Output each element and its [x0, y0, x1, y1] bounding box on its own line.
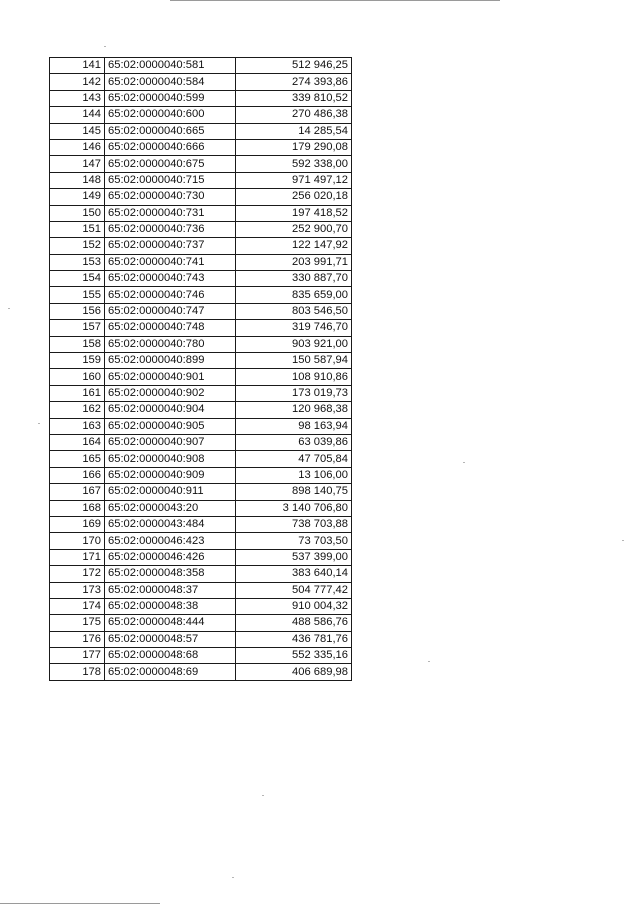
table-row — [50, 139, 352, 155]
table-row — [50, 533, 352, 549]
amount-cell: 108 910,86 — [236, 369, 352, 385]
row-number-cell: 159 — [50, 353, 105, 369]
table-row — [50, 303, 352, 319]
amount-cell: 203 991,71 — [236, 254, 352, 270]
row-number-cell: 149 — [50, 189, 105, 205]
scan-speck — [262, 795, 264, 796]
table-row — [50, 287, 352, 303]
row-number-cell: 160 — [50, 369, 105, 385]
amount-cell: 252 900,70 — [236, 221, 352, 237]
table-row — [50, 205, 352, 221]
cadastral-number-cell: 65:02:0000040:600 — [105, 107, 236, 123]
cadastral-number-cell: 65:02:0000048:358 — [105, 566, 236, 582]
scan-speck — [622, 540, 624, 541]
cadastral-number-cell: 65:02:0000040:741 — [105, 254, 236, 270]
table-row — [50, 254, 352, 270]
table-row — [50, 402, 352, 418]
row-number-cell: 172 — [50, 566, 105, 582]
amount-cell: 898 140,75 — [236, 484, 352, 500]
amount-cell: 179 290,08 — [236, 139, 352, 155]
amount-cell: 14 285,54 — [236, 123, 352, 139]
row-number-cell: 158 — [50, 336, 105, 352]
cadastral-number-cell: 65:02:0000040:715 — [105, 172, 236, 188]
row-number-cell: 167 — [50, 484, 105, 500]
scan-speck — [104, 46, 106, 47]
row-number-cell: 147 — [50, 156, 105, 172]
cadastral-number-cell: 65:02:0000040:581 — [105, 58, 236, 74]
amount-cell: 256 020,18 — [236, 189, 352, 205]
amount-cell: 63 039,86 — [236, 434, 352, 450]
row-number-cell: 144 — [50, 107, 105, 123]
cadastral-number-cell: 65:02:0000048:38 — [105, 598, 236, 614]
table-row — [50, 484, 352, 500]
row-number-cell: 166 — [50, 467, 105, 483]
amount-cell: 552 335,16 — [236, 648, 352, 664]
row-number-cell: 171 — [50, 549, 105, 565]
amount-cell: 47 705,84 — [236, 451, 352, 467]
amount-cell: 835 659,00 — [236, 287, 352, 303]
cadastral-number-cell: 65:02:0000040:730 — [105, 189, 236, 205]
amount-cell: 319 746,70 — [236, 320, 352, 336]
amount-cell: 13 106,00 — [236, 467, 352, 483]
amount-cell: 120 968,38 — [236, 402, 352, 418]
cadastral-number-cell: 65:02:0000040:746 — [105, 287, 236, 303]
amount-cell: 592 338,00 — [236, 156, 352, 172]
cadastral-number-cell: 65:02:0000040:904 — [105, 402, 236, 418]
amount-cell: 971 497,12 — [236, 172, 352, 188]
table-row — [50, 467, 352, 483]
row-number-cell: 150 — [50, 205, 105, 221]
row-number-cell: 174 — [50, 598, 105, 614]
table-body — [50, 58, 352, 681]
cadastral-number-cell: 65:02:0000040:905 — [105, 418, 236, 434]
table-row — [50, 156, 352, 172]
table-row — [50, 582, 352, 598]
amount-cell: 270 486,38 — [236, 107, 352, 123]
table-row — [50, 271, 352, 287]
table-row — [50, 664, 352, 680]
amount-cell: 73 703,50 — [236, 533, 352, 549]
row-number-cell: 177 — [50, 648, 105, 664]
cadastral-number-cell: 65:02:0000048:57 — [105, 631, 236, 647]
cadastral-value-table — [49, 57, 352, 681]
cadastral-number-cell: 65:02:0000040:901 — [105, 369, 236, 385]
row-number-cell: 165 — [50, 451, 105, 467]
row-number-cell: 175 — [50, 615, 105, 631]
scan-speck — [232, 877, 234, 878]
cadastral-number-cell: 65:02:0000046:426 — [105, 549, 236, 565]
cadastral-number-cell: 65:02:0000040:584 — [105, 74, 236, 90]
cadastral-number-cell: 65:02:0000040:911 — [105, 484, 236, 500]
amount-cell: 173 019,73 — [236, 385, 352, 401]
table-row — [50, 90, 352, 106]
table-row — [50, 631, 352, 647]
table-row — [50, 189, 352, 205]
table-row — [50, 123, 352, 139]
amount-cell: 122 147,92 — [236, 238, 352, 254]
table-row — [50, 353, 352, 369]
row-number-cell: 178 — [50, 664, 105, 680]
row-number-cell: 148 — [50, 172, 105, 188]
cadastral-number-cell: 65:02:0000040:902 — [105, 385, 236, 401]
table-row — [50, 385, 352, 401]
scan-edge-top — [170, 0, 500, 1]
table-row — [50, 58, 352, 74]
cadastral-number-cell: 65:02:0000040:748 — [105, 320, 236, 336]
cadastral-number-cell: 65:02:0000040:736 — [105, 221, 236, 237]
scan-speck — [428, 661, 430, 662]
amount-cell: 274 393,86 — [236, 74, 352, 90]
cadastral-number-cell: 65:02:0000040:731 — [105, 205, 236, 221]
row-number-cell: 141 — [50, 58, 105, 74]
amount-cell: 488 586,76 — [236, 615, 352, 631]
cadastral-number-cell: 65:02:0000048:68 — [105, 648, 236, 664]
cadastral-number-cell: 65:02:0000040:737 — [105, 238, 236, 254]
amount-cell: 98 163,94 — [236, 418, 352, 434]
cadastral-number-cell: 65:02:0000040:899 — [105, 353, 236, 369]
row-number-cell: 173 — [50, 582, 105, 598]
cadastral-number-cell: 65:02:0000048:69 — [105, 664, 236, 680]
cadastral-number-cell: 65:02:0000040:666 — [105, 139, 236, 155]
amount-cell: 197 418,52 — [236, 205, 352, 221]
amount-cell: 339 810,52 — [236, 90, 352, 106]
row-number-cell: 155 — [50, 287, 105, 303]
row-number-cell: 152 — [50, 238, 105, 254]
table-row — [50, 107, 352, 123]
cadastral-number-cell: 65:02:0000048:444 — [105, 615, 236, 631]
cadastral-number-cell: 65:02:0000043:20 — [105, 500, 236, 516]
row-number-cell: 146 — [50, 139, 105, 155]
cadastral-number-cell: 65:02:0000040:907 — [105, 434, 236, 450]
row-number-cell: 157 — [50, 320, 105, 336]
amount-cell: 512 946,25 — [236, 58, 352, 74]
amount-cell: 406 689,98 — [236, 664, 352, 680]
scan-speck — [8, 308, 10, 309]
row-number-cell: 151 — [50, 221, 105, 237]
row-number-cell: 142 — [50, 74, 105, 90]
cadastral-number-cell: 65:02:0000040:780 — [105, 336, 236, 352]
row-number-cell: 153 — [50, 254, 105, 270]
amount-cell: 150 587,94 — [236, 353, 352, 369]
table-row — [50, 238, 352, 254]
table-row — [50, 516, 352, 532]
table-row — [50, 320, 352, 336]
row-number-cell: 164 — [50, 434, 105, 450]
cadastral-number-cell: 65:02:0000040:743 — [105, 271, 236, 287]
row-number-cell: 143 — [50, 90, 105, 106]
table-row — [50, 648, 352, 664]
amount-cell: 803 546,50 — [236, 303, 352, 319]
row-number-cell: 145 — [50, 123, 105, 139]
cadastral-number-cell: 65:02:0000040:909 — [105, 467, 236, 483]
amount-cell: 910 004,32 — [236, 598, 352, 614]
row-number-cell: 156 — [50, 303, 105, 319]
amount-cell: 330 887,70 — [236, 271, 352, 287]
table-row — [50, 336, 352, 352]
amount-cell: 436 781,76 — [236, 631, 352, 647]
table-row — [50, 500, 352, 516]
cadastral-number-cell: 65:02:0000040:675 — [105, 156, 236, 172]
row-number-cell: 168 — [50, 500, 105, 516]
cadastral-number-cell: 65:02:0000040:747 — [105, 303, 236, 319]
row-number-cell: 176 — [50, 631, 105, 647]
scan-speck — [38, 423, 40, 424]
table-row — [50, 434, 352, 450]
scan-speck — [463, 462, 465, 463]
amount-cell: 537 399,00 — [236, 549, 352, 565]
cadastral-number-cell: 65:02:0000040:908 — [105, 451, 236, 467]
cadastral-number-cell: 65:02:0000046:423 — [105, 533, 236, 549]
table-row — [50, 598, 352, 614]
amount-cell: 903 921,00 — [236, 336, 352, 352]
row-number-cell: 154 — [50, 271, 105, 287]
table-row — [50, 566, 352, 582]
row-number-cell: 161 — [50, 385, 105, 401]
table-row — [50, 172, 352, 188]
row-number-cell: 170 — [50, 533, 105, 549]
cadastral-number-cell: 65:02:0000048:37 — [105, 582, 236, 598]
row-number-cell: 169 — [50, 516, 105, 532]
amount-cell: 738 703,88 — [236, 516, 352, 532]
cadastral-number-cell: 65:02:0000040:665 — [105, 123, 236, 139]
row-number-cell: 163 — [50, 418, 105, 434]
table-row — [50, 418, 352, 434]
table-row — [50, 615, 352, 631]
amount-cell: 383 640,14 — [236, 566, 352, 582]
table-row — [50, 451, 352, 467]
scan-edge-bottom — [0, 903, 160, 904]
table-row — [50, 369, 352, 385]
amount-cell: 504 777,42 — [236, 582, 352, 598]
amount-cell: 3 140 706,80 — [236, 500, 352, 516]
cadastral-number-cell: 65:02:0000043:484 — [105, 516, 236, 532]
cadastral-number-cell: 65:02:0000040:599 — [105, 90, 236, 106]
table-row — [50, 221, 352, 237]
table-row — [50, 74, 352, 90]
row-number-cell: 162 — [50, 402, 105, 418]
table-row — [50, 549, 352, 565]
